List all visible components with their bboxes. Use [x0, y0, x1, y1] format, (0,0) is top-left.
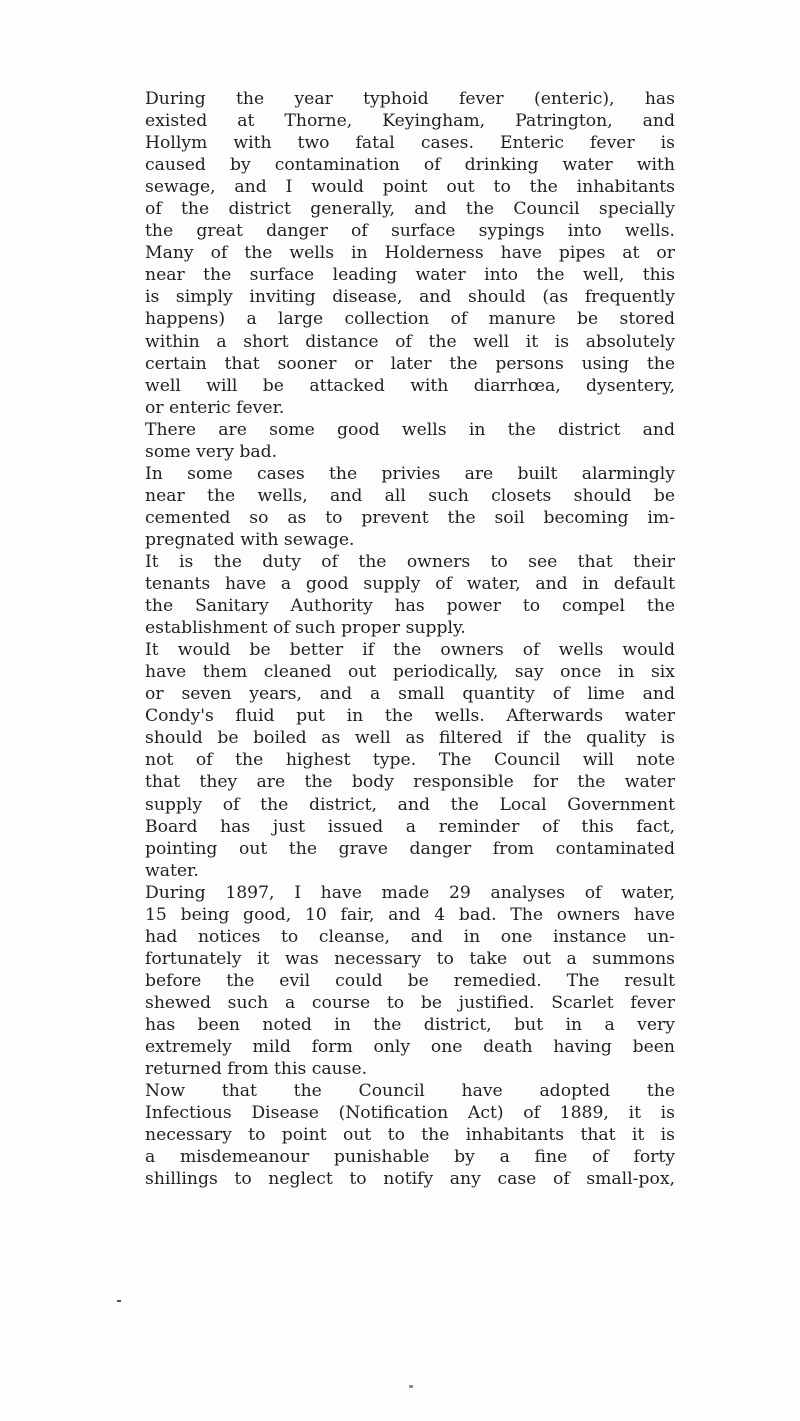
text-line: establishment of such proper supply. — [145, 618, 466, 639]
text-line: sewage, and I would point out to the inhabitants — [145, 177, 675, 198]
text-line: a misdemeanour punishable by a fine of forty — [145, 1147, 675, 1168]
text-line: shillings to neglect to notify any case of small-pox, — [145, 1169, 675, 1190]
text-line: not of the highest type. The Council will note — [145, 750, 675, 771]
text-line: necessary to point out to the inhabitants that it is — [145, 1125, 675, 1146]
text-line: extremely mild form only one death having been — [145, 1037, 675, 1058]
text-line: Many of the wells in Holderness have pipes at or — [145, 243, 675, 264]
text-line: caused by contamination of drinking water with — [145, 155, 675, 176]
text-line: certain that sooner or later the persons using the — [145, 353, 675, 374]
page-speck — [409, 1385, 413, 1388]
text-line: well will be attacked with diarrhœa, dysentery, — [145, 375, 675, 396]
text-line: cemented so as to prevent the soil becoming im- — [145, 507, 675, 528]
text-line: should be boiled as well as filtered if the quality is — [145, 728, 675, 749]
text-line: pointing out the grave danger from contaminated — [145, 838, 675, 859]
text-line: supply of the district, and the Local Government — [145, 794, 675, 815]
text-line: has been noted in the district, but in a very — [145, 1014, 675, 1035]
text-line: near the wells, and all such closets should be — [145, 485, 675, 506]
margin-mark — [117, 1300, 121, 1302]
text-line: Hollym with two fatal cases. Enteric fever is — [145, 133, 675, 154]
text-line: fortunately it was necessary to take out a summons — [145, 948, 675, 969]
text-line: It would be better if the owners of wells would — [145, 640, 675, 661]
body-text — [145, 88, 675, 1190]
text-line: near the surface leading water into the well, this — [145, 265, 675, 286]
text-line: 15 being good, 10 fair, and 4 bad. The owners have — [145, 904, 675, 925]
text-line: During 1897, I have made 29 analyses of water, — [145, 882, 675, 903]
text-line: some very bad. — [145, 441, 278, 462]
text-line: happens) a large collection of manure be stored — [145, 309, 675, 330]
text-line: shewed such a course to be justified. Scarlet fever — [145, 992, 675, 1013]
text-line: In some cases the privies are built alarmingly — [145, 463, 675, 484]
text-line: During the year typhoid fever (enteric), has — [145, 89, 675, 109]
text-line: have them cleaned out periodically, say once in six — [145, 662, 675, 683]
text-line: water. — [145, 860, 199, 881]
text-line: within a short distance of the well it is absolutely — [145, 331, 675, 352]
text-line: returned from this cause. — [145, 1059, 368, 1080]
text-line: tenants have a good supply of water, and in default — [145, 574, 675, 595]
text-line: pregnated with sewage. — [145, 529, 355, 550]
text-line: is simply inviting disease, and should (as frequently — [145, 287, 675, 308]
text-line: before the evil could be remedied. The result — [145, 970, 675, 991]
text-line: Condy's fluid put in the wells. Afterwards water — [145, 706, 675, 727]
text-line: had notices to cleanse, and in one instance un- — [145, 926, 675, 947]
text-line: It is the duty of the owners to see that their — [145, 551, 675, 572]
text-line: of the district generally, and the Council specially — [145, 199, 675, 220]
text-line: Board has just issued a reminder of this fact, — [145, 816, 675, 837]
text-line: existed at Thorne, Keyingham, Patrington, and — [145, 111, 675, 132]
text-line: Now that the Council have adopted the — [145, 1081, 675, 1102]
text-line: Infectious Disease (Notification Act) of 1889, it is — [145, 1103, 675, 1124]
text-line: the Sanitary Authority has power to compel the — [145, 596, 675, 617]
text-line: There are some good wells in the district and — [145, 419, 675, 440]
text-line: or enteric fever. — [145, 397, 285, 418]
text-line: the great danger of surface sypings into wells. — [145, 221, 675, 242]
text-line: or seven years, and a small quantity of lime and — [145, 684, 675, 705]
text-line: that they are the body responsible for the water — [145, 772, 675, 793]
